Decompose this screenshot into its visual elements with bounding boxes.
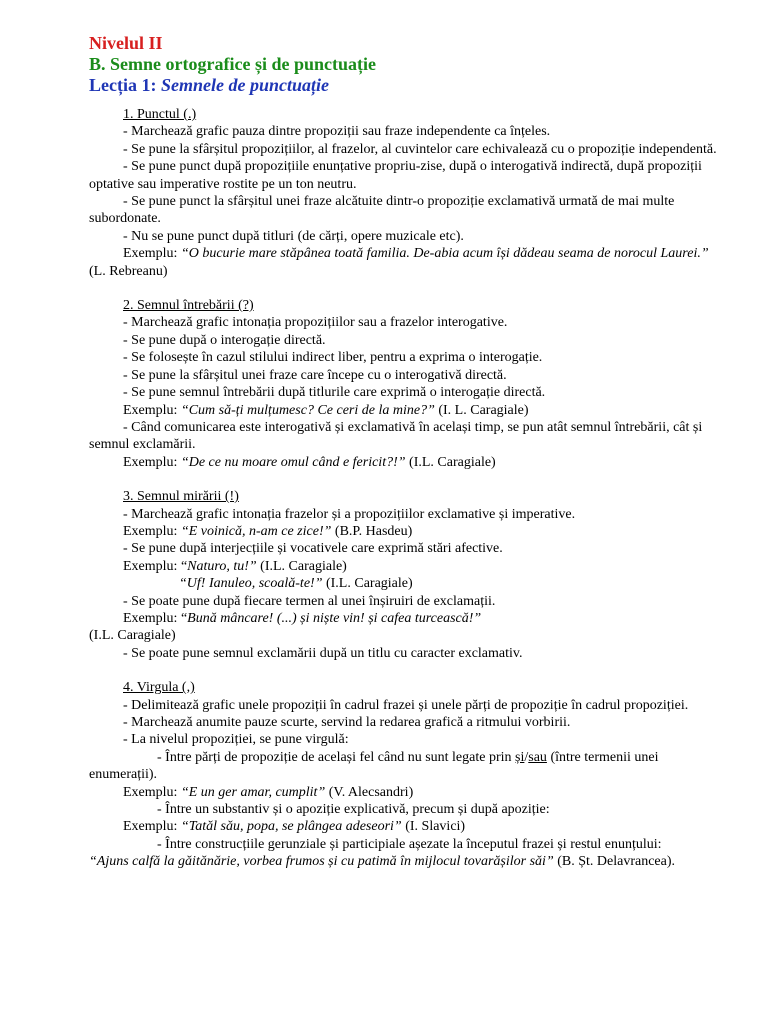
- s3-line-3: - Se poate pune după fiecare termen al unei înșiruiri de exclamații.: [123, 593, 496, 609]
- lesson-title: Semnele de punctuație: [160, 75, 329, 95]
- example-label: Exemplu:: [123, 558, 178, 574]
- s3-example-4-author: (I.L. Caragiale): [89, 628, 176, 644]
- example-author: (I. Slavici): [405, 819, 466, 835]
- s1-line-2: - Se pune la sfârșitul propozițiilor, al frazelor, al cuvintelor care echivalează cu o propoziție independentă.: [123, 141, 717, 157]
- section-2-title: 2. Semnul întrebării (?): [123, 298, 254, 314]
- s4-line-1: - Delimitează grafic unele propoziții în cadrul frazei și unele părți de propoziție în cadrul propoziției.: [123, 697, 689, 713]
- s4-line-3: - La nivelul propoziției, se pune virgulă:: [123, 732, 349, 748]
- example-quote: “Uf! Ianuleo, scoală-te!”: [179, 576, 323, 592]
- example-quote: “E voinică, n-am ce zice!”: [180, 523, 332, 539]
- s4-line-5: - Între un substantiv și o apoziție explicativă, precum și după apoziție:: [157, 802, 550, 818]
- example-label: Exemplu:: [123, 246, 178, 262]
- example-label: Exemplu:: [123, 819, 178, 835]
- example-author: (I.L. Caragiale): [409, 454, 496, 470]
- s3-example-1: [89, 523, 719, 540]
- s2-example-1: [89, 402, 719, 419]
- s1-line-1: - Marchează grafic pauza dintre propoziții sau fraze independente ca înțeles.: [123, 124, 551, 140]
- example-quote: “De ce nu moare omul când e fericit?!”: [180, 454, 406, 470]
- quote-mark: “: [180, 558, 188, 574]
- s2-line-3: - Se folosește în cazul stilului indirect liber, pentru a exprima o interogație.: [123, 350, 543, 366]
- s3-example-4: [89, 610, 719, 627]
- s2-line-5: - Se pune semnul întrebării după titlurile care exprimă o interogație directă.: [123, 385, 546, 401]
- example-quote: Bună mâncare! (...) și niște vin! și cafea turcească!”: [187, 610, 482, 626]
- level-heading: Nivelul II: [89, 33, 163, 53]
- s3-line-1: - Marchează grafic intonația frazelor și a propozițiilor exclamative și imperative.: [123, 506, 576, 522]
- example-quote: “Ajuns calfă la găitănărie, vorbea frumos și cu patimă în mijlocul tovarășilor săi”: [89, 854, 554, 870]
- s2-line-6: - Când comunicarea este interogativă și exclamativă în același timp, se pun atât semnul întrebării, cât și semnul exclamării.: [89, 419, 703, 453]
- text-part: - Între părți de propoziție de același fel când nu sunt legate prin: [157, 749, 516, 765]
- s4-line-2: - Marchează anumite pauze scurte, servind la redarea grafică a ritmului vorbirii.: [123, 715, 571, 730]
- s3-line-2: - Se pune după interjecțiile și vocativele care exprimă stări afective.: [123, 541, 503, 557]
- s3-line-4: - Se poate pune semnul exclamării după un titlu cu caracter exclamativ.: [123, 645, 523, 661]
- underlined-sau: sau: [528, 749, 547, 765]
- s1-line-4: - Se pune punct la sfârșitul unei fraze alcătuite dintr-o propoziție exclamativă urmată de mai multe subordonate.: [89, 194, 675, 227]
- example-label: Exemplu:: [123, 454, 178, 470]
- s4-line-6: - Între construcțiile gerunziale și participiale așezate la începutul frazei și restul enunțului:: [157, 836, 662, 852]
- example-author: (L. Rebreanu): [89, 263, 168, 279]
- section-3-title: 3. Semnul mirării (!): [123, 489, 239, 505]
- s1-line-3: - Se pune punct după propozițiile enunțative propriu-zise, după o interogativă indirectă, după propoziții optative sau imperative rostite pe un ton neutru.: [89, 159, 702, 192]
- underlined-si: și: [515, 749, 525, 765]
- s3-example-3: [89, 575, 719, 592]
- s4-example-1: [89, 784, 719, 801]
- example-quote: “Cum să-ți mulțumesc? Ce ceri de la mine?”: [180, 402, 435, 418]
- example-quote: “E un ger amar, cumplit”: [180, 784, 326, 800]
- s1-example: [89, 245, 719, 280]
- example-label: Exemplu:: [123, 402, 178, 418]
- s2-line-1: - Marchează grafic intonația propozițiilor sau a frazelor interogative.: [123, 315, 508, 331]
- s4-example-2: [89, 818, 719, 835]
- example-label: Exemplu:: [123, 523, 178, 539]
- example-author: (I.L. Caragiale): [325, 576, 413, 592]
- section-1-title: 1. Punctul (.): [123, 107, 197, 122]
- document-page: [89, 33, 719, 871]
- lesson-prefix: Lecția 1:: [89, 75, 157, 95]
- example-quote: “O bucurie mare stăpânea toată familia. De-abia acum își dădeau seama de norocul Laurei.”: [180, 246, 709, 262]
- s2-line-4: - Se pune la sfârșitul unei fraze care începe cu o interogativă directă.: [123, 367, 507, 383]
- lesson-heading: [89, 75, 719, 96]
- example-author: (V. Alecsandri): [328, 784, 414, 800]
- s1-line-5: - Nu se pune punct după titluri (de cărți, opere muzicale etc).: [123, 228, 464, 244]
- s4-line-4: [89, 749, 719, 784]
- example-author: (I.L. Caragiale): [260, 558, 347, 574]
- example-label: Exemplu:: [123, 610, 178, 626]
- s2-example-2: [89, 454, 719, 471]
- example-author: (I. L. Caragiale): [438, 402, 529, 418]
- section-heading: B. Semne ortografice și de punctuație: [89, 54, 376, 74]
- s2-line-2: - Se pune după o interogație directă.: [123, 332, 326, 348]
- s3-example-2: [89, 558, 719, 575]
- example-label: Exemplu:: [123, 784, 178, 800]
- example-quote: Naturo, tu!”: [187, 558, 257, 574]
- s4-example-3: [89, 853, 719, 870]
- slash: /: [524, 749, 529, 765]
- text-part: (între termenii unei enumerații).: [89, 749, 659, 783]
- section-4-title: 4. Virgula (,): [123, 680, 195, 696]
- example-author: (B. Șt. Delavrancea).: [557, 854, 676, 870]
- quote-mark: “: [180, 610, 188, 626]
- example-quote: “Tatăl său, popa, se plângea adeseori”: [180, 819, 402, 835]
- example-author: (B.P. Hasdeu): [334, 523, 413, 539]
